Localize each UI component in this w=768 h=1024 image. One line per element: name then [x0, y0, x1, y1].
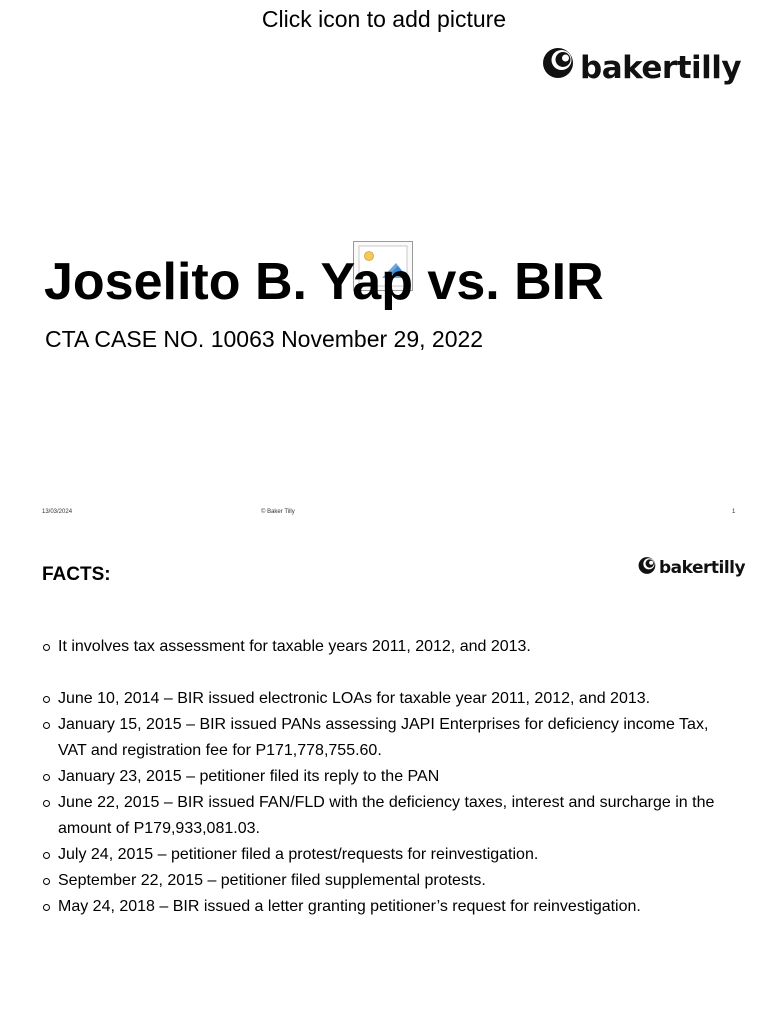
facts-slide	[0, 530, 768, 1024]
list-item: June 10, 2014 – BIR issued electronic LOAs for taxable year 2011, 2012, and 2013.	[42, 686, 732, 712]
logo-wordmark: bakertilly	[659, 558, 746, 578]
facts-heading: FACTS:	[42, 564, 111, 585]
bakertilly-logo	[542, 40, 741, 86]
list-item: July 24, 2015 – petitioner filed a protest/requests for reinvestigation.	[42, 842, 732, 868]
list-item: It involves tax assessment for taxable years 2011, 2012, and 2013.	[42, 634, 732, 660]
footer-page-number: 1	[732, 509, 736, 515]
logo-wordmark: bakertilly	[580, 50, 742, 86]
list-item: September 22, 2015 – petitioner filed supplemental protests.	[42, 868, 732, 894]
list-item: January 23, 2015 – petitioner filed its reply to the PAN	[42, 764, 732, 790]
bakertilly-logo-icon	[542, 46, 576, 80]
bakertilly-logo-small	[638, 552, 745, 578]
slide-subtitle: CTA CASE NO. 10063 November 29, 2022	[45, 326, 484, 352]
facts-list	[42, 634, 732, 920]
list-item: January 15, 2015 – BIR issued PANs assessing JAPI Enterprises for deficiency income Tax, VAT and registration fee for P171,778,755.60.	[42, 712, 732, 764]
list-item: June 22, 2015 – BIR issued FAN/FLD with the deficiency taxes, interest and surcharge in the amount of P179,933,081.03.	[42, 790, 732, 842]
add-picture-placeholder-text[interactable]: Click icon to add picture	[261, 6, 507, 32]
slide-title: Joselito B. Yap vs. BIR	[44, 253, 604, 311]
footer-copyright: © Baker Tilly	[261, 509, 295, 515]
bakertilly-logo-icon	[638, 556, 657, 575]
list-item: May 24, 2018 – BIR issued a letter granting petitioner’s request for reinvestigation.	[42, 894, 732, 920]
footer-date: 13/03/2024	[42, 509, 73, 515]
